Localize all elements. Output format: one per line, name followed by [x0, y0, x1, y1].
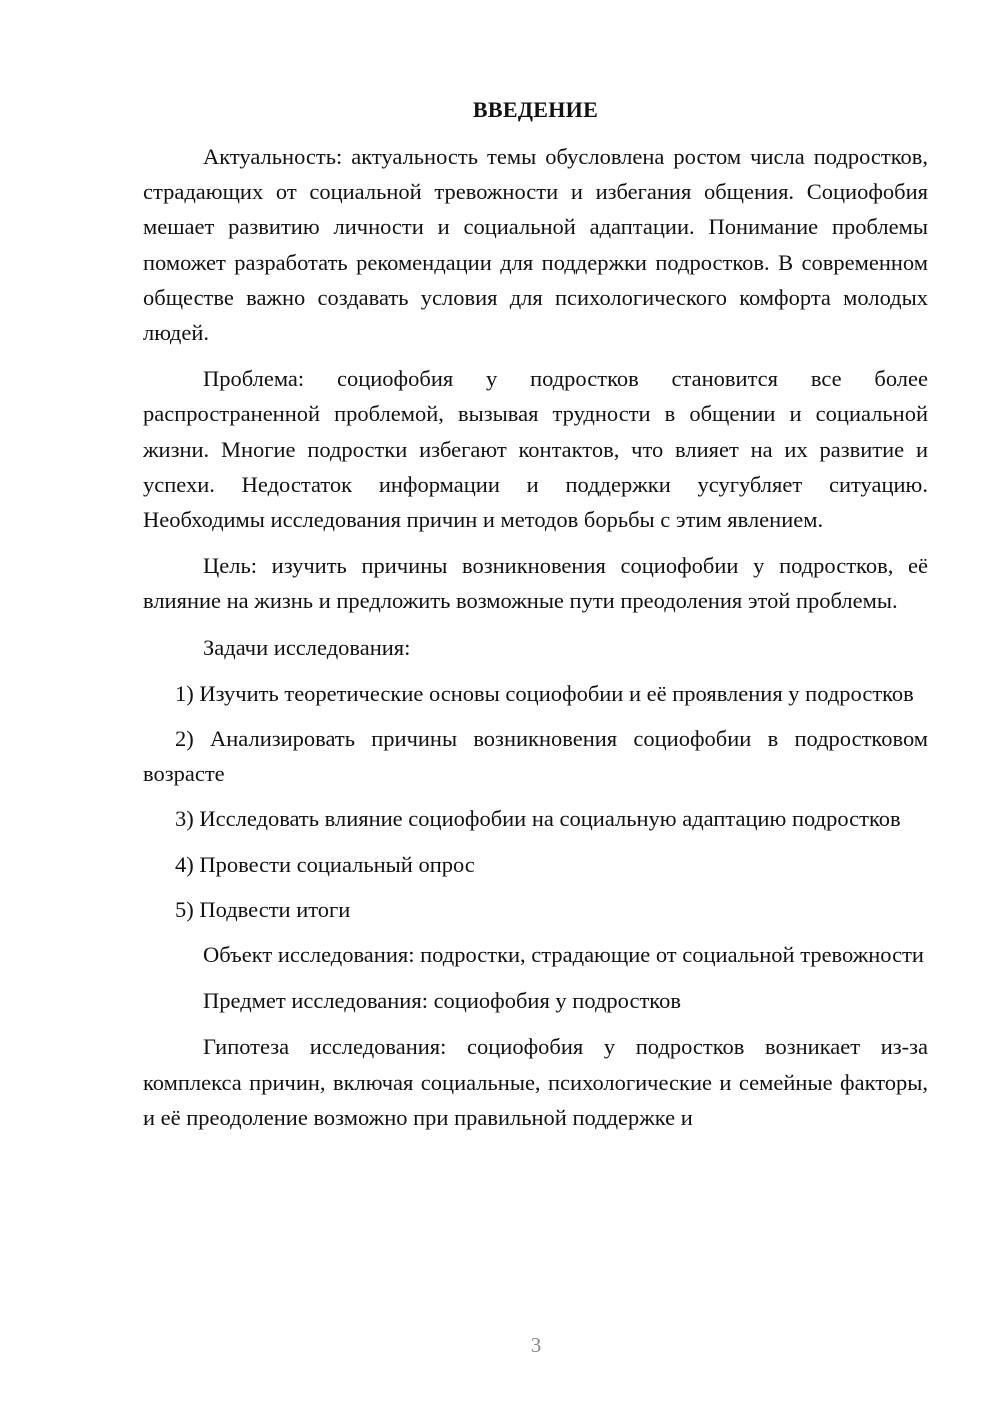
goal-paragraph: Цель: изучить причины возникновения социофобии у подростков, её влияние на жизнь и предложить возможные пути преодоления этой проблемы. — [143, 553, 928, 614]
task-item: 4) Провести социальный опрос — [175, 851, 475, 877]
task-item: 1) Изучить теоретические основы социофобии и её проявления у подростков — [175, 680, 914, 706]
hypothesis-paragraph: Гипотеза исследования: социофобия у подростков возникает из-за комплекса причин, включая социальные, психологические и семейные факторы, и её преодоление возможно при правильной поддержке и — [143, 1034, 928, 1130]
page-number: 3 — [530, 1333, 542, 1357]
page-content — [143, 92, 928, 1146]
object-paragraph: Объект исследования: подростки, страдающие от социальной тревожности — [203, 942, 924, 968]
task-item: 2) Анализировать причины возникновения социофобии в подростковом возрасте — [143, 726, 928, 787]
task-item: 3) Исследовать влияние социофобии на социальную адаптацию подростков — [175, 806, 901, 832]
problem-paragraph: Проблема: социофобия у подростков становится все более распространенной проблемой, вызывая трудности в общении и социальной жизни. Многие подростки избегают контактов, что влияет на их развитие и успехи. Недостаток информации и поддержки усугубляет ситуацию. Необходимы исследования причин и методов борьбы с этим явлением. — [143, 366, 928, 533]
subject-paragraph: Предмет исследования: социофобия у подростков — [203, 988, 681, 1014]
relevance-paragraph: Актуальность: актуальность темы обусловлена ростом числа подростков, страдающих от социальной тревожности и избегания общения. Социофобия мешает развитию личности и социальной адаптации. Понимание проблемы поможет разработать рекомендации для поддержки подростков. В современном обществе важно создавать условия для психологического комфорта молодых людей. — [143, 144, 928, 346]
page-title: ВВЕДЕНИЕ — [472, 97, 599, 122]
tasks-heading: Задачи исследования: — [203, 634, 411, 660]
task-item: 5) Подвести итоги — [175, 896, 351, 922]
